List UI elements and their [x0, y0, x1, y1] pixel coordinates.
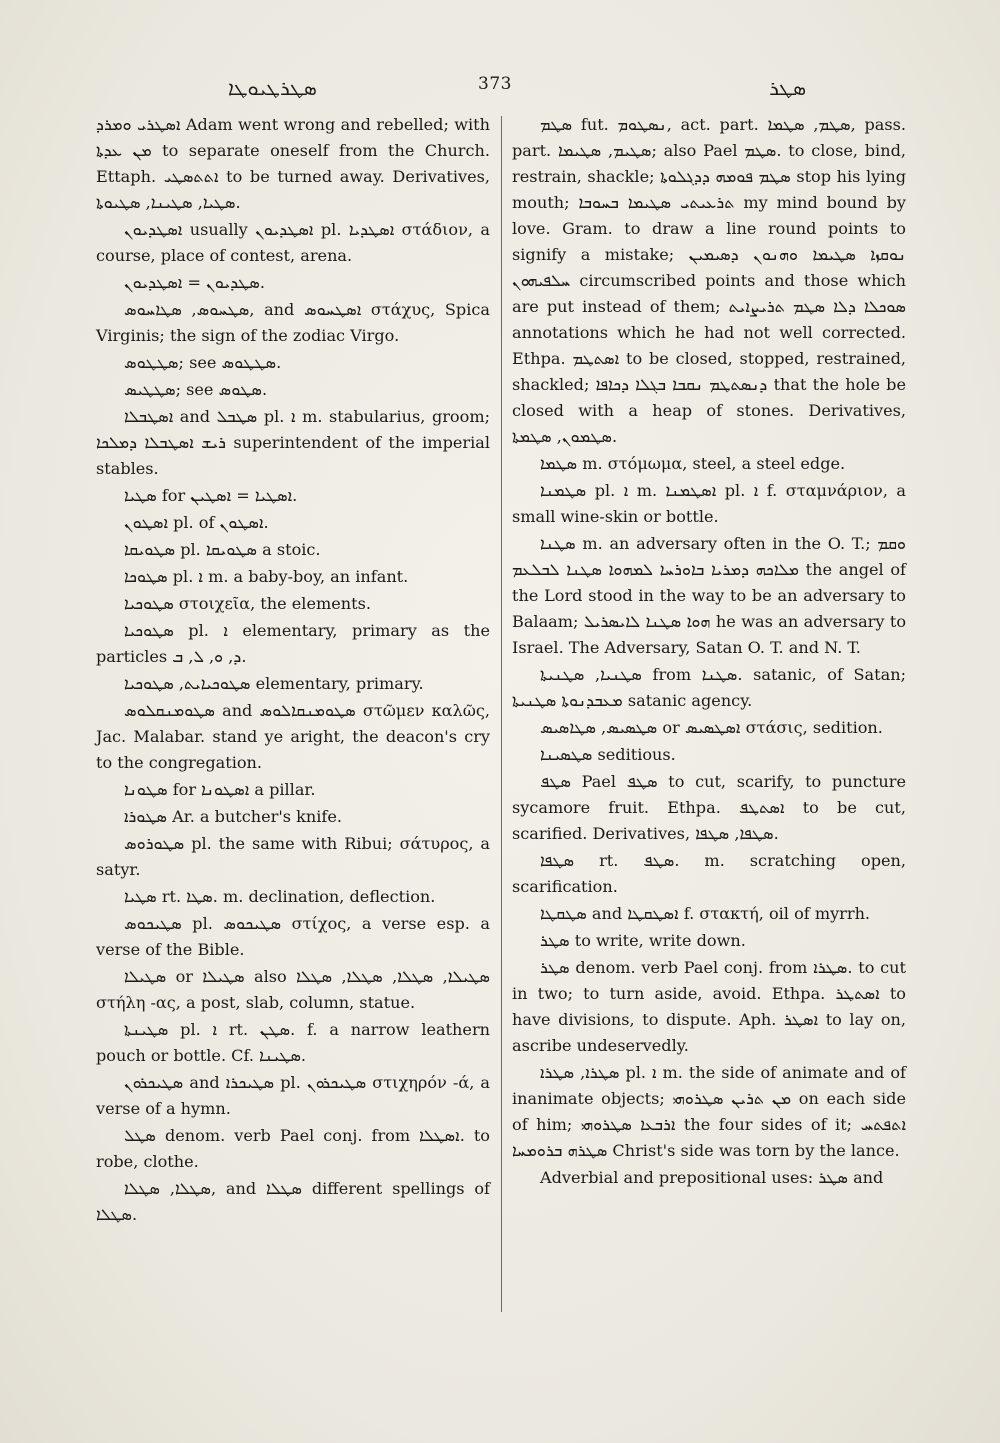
entry: ܣܛܘܟܐ pl. ܐ m. a baby-boy, an infant.	[124, 567, 409, 586]
entry: ܣܛܢܝܐ, ܣܛܢܝܬܐ from ܣܛܢܐ. satanic, of Satan; ܡܥܒܕܢܘܬܐ ܣܛܢܝܬܐ satanic agency.	[512, 665, 906, 710]
entry: ܣܛܘܡܢܩܠܘܣ and ܣܛܘܡܢܩܐܠܘܣ στῶμεν καλῶς, Jac. Malabar. stand ye aright, the deacon's cry to the congregation.	[96, 701, 490, 772]
entry: ܣܛܡܢܐ pl. ܐ m. ܐܣܛܡܢܐ pl. ܐ f. σταμνάριον, a small wine-skin or bottle.	[512, 481, 907, 526]
entry: ܣܛܦܐ rt. ܣܛܦ. m. scratching open, scarification.	[512, 851, 907, 896]
entry: ܣܛܝܐ rt. ܣܛܐ. m. declination, deflection.	[124, 887, 436, 906]
entry: ܣܛܦ Pael ܣܛܦ to cut, scarify, to puncture sycamore fruit. Ethpa. ܐܣܬܛܦ to be cut, scarified. Derivatives, ܣܛܦܐ, ܣܛܦܐ.	[512, 772, 907, 843]
entry: ܣܛܘܟܝܐܝܬ, ܣܛܘܟܝܐ elementary, primary.	[124, 674, 424, 693]
page-number: 373	[478, 74, 512, 94]
entry: ܣܛܘܝܩܐ pl. ܣܛܘܝܩܐ a stoic.	[124, 540, 321, 559]
right-headword: ܣܛܪ	[769, 76, 806, 100]
entry: ܣܛܝܟܘܣ pl. ܣܛܝܟܘܣ στίχος, a verse esp. a verse of the Bible.	[96, 914, 490, 959]
entry: ܣܛܣܝܣ, ܣܛܐܣܝܣ or ܐܣܛܣܝܣ στάσις, sedition.	[540, 718, 883, 737]
entry: ܣܛܢܐ m. an adversary often in the O. T.; ܘܩܡ ܡܠܐܟܗ ܕܡܪܝܐ ܒܐܘܪܚܐ ܠܡܗܘܐ ܣܛܢܐ ܠܒܠܥܡ the angel of the Lord stood in the way to be an adversary to Balaam; ܗܘܐ ܣܛܢܐ ܠܐܝܣܪܝܠ he was an adversary to Israel. The Adversary, Satan O. T. and N. T.	[512, 534, 907, 657]
entry: ܣܛܡܐ m. στόμωμα, steel, a steel edge.	[540, 454, 846, 473]
entry: ܣܛܝܐ for ܐܣܛܝܐ = ܐܣܛܝܢ.	[124, 486, 298, 505]
entry: ܣܛܘܪܘܣ pl. the same with Ribui; σάτυρος, a satyr.	[96, 834, 490, 879]
entry: ܐܣܛܘܢ pl. of ܐܣܛܘܢ.	[124, 513, 269, 532]
entry: ܣܛܝܟܪܘܢ and ܣܛܝܟܪܐ pl. ܣܛܝܟܪܘܢ στιχηρόν -ά, a verse of a hymn.	[96, 1073, 490, 1118]
entry: ܣܛܛܘܣ; see ܣܛܛܘܣ.	[124, 353, 282, 372]
left-headword: ܣܛܪܛܝܘܛܐ	[228, 76, 317, 100]
left-column	[96, 112, 490, 1229]
entry: ܣܛܚܘܣ, ܣܛܐܚܘܣ, and ܐܣܛܚܘܣ στάχυς, Spica Virginis; the sign of the zodiac Virgo.	[96, 300, 490, 345]
entry: ܣܛܘܟܝܐ στοιχεῖα, the elements.	[124, 594, 371, 613]
entry: ܣܛܠܐ, ܣܛܠܐ, and ܣܛܠܐ different spellings of ܣܛܠܐ.	[96, 1179, 490, 1224]
entry: ܣܛܠ denom. verb Pael conj. from ܐܣܛܠܐ. to robe, clothe.	[96, 1126, 490, 1171]
entry: ܣܛܣܝܢܐ seditious.	[540, 745, 676, 764]
entry: ܣܛܝܢܬܐ pl. ܐ rt. ܣܛܢ. f. a narrow leathern pouch or bottle. Cf. ܣܛܝܢܐ.	[96, 1020, 491, 1065]
entry: ܣܛܘܪܐ Ar. a butcher's knife.	[124, 807, 343, 826]
entry: Adverbial and prepositional uses: ܣܛܪ and	[540, 1168, 884, 1187]
entry: ܣܛܘܟܝܐ pl. ܐ elementary, primary as the particles ܕ, ܘ, ܠ, ܒ.	[96, 621, 490, 666]
entry: ܣܛܕܝܘܢ = ܐܣܛܕܝܘܢ.	[124, 273, 265, 292]
entry: ܣܛܪܐ, ܣܛܪܐ pl. ܐ m. the side of animate and of inanimate objects; ܡܢ ܬܪܝܢ ܣܛܪܘܗܝ on each side of him; ܐܪܒܥܐ ܣܛܪܘܗܝ the four sides of it; ܐܬܦܬܚ ܣܛܪܗ ܒܪܘܡܚܐ Christ's side was torn by the lance.	[512, 1063, 906, 1160]
entry: ܣܛܩܛܐ and ܐܣܛܩܛܐ f. στακτή, oil of myrrh.	[540, 904, 871, 923]
entry: ܐܣܛܕܝܘܢ usually ܐܣܛܕܝܘܢ pl. ܐܣܛܕܝܐ στάδιον, a course, place of contest, arena.	[96, 220, 491, 265]
entry: ܣܛܡ fut. ܢܣܛܘܡ, act. part. ܣܛܡ, ܣܛܡܐ, pass. part. ܣܛܝܡ, ܣܛܝܡܐ; also Pael ܣܛܡ. to close, bind, restrain, shackle; ܣܛܡ ܦܘܡܗ ܕܕܓܠܘܬܐ stop his lying mouth; ܬܪܥܝܬܝ ܣܛܝܡܐ ܒܚܘܒܐ my mind bound by love. Gram. to draw a line round points to signify a mistake; ܢܘܩܙܐ ܣܛܝܡܐ ܘܗܢܘܢ ܕܣܝܡܝܢ ܚܠܦܝܗܘܢ circumscribed points and those which are put instead of them; ܣܘܟܠܐ ܕܠܐ ܣܛܡ ܬܪܝܨܐܝܬ annotations which he had not well corrected. Ethpa. ܐܣܬܛܡ to be closed, stopped, restrained, shackled; ܕܢܣܬܛܡ ܢܩܒܐ ܒܓܠܐ ܕܟܐܦܐ that the hole be closed with a heap of stones. Derivatives, ܣܛܡܘܢ, ܣܛܡܬܐ.	[512, 115, 907, 446]
entry: ܣܛܝܠܐ or ܣܛܝܠܐ also ܣܛܝܠܐ, ܣܛܠܐ, ܣܛܠܐ, ܣܛܠܐ στήλη -ας, a post, slab, column, statue.	[96, 967, 490, 1012]
running-head	[96, 70, 906, 102]
right-column	[512, 112, 906, 1192]
entry: ܣܛܛܝܣ; see ܣܛܘܣ.	[124, 380, 268, 399]
entry: ܣܛܘܢܐ for ܐܣܛܘܢܐ a pillar.	[124, 780, 316, 799]
entry: ܐܣܛܒܠܐ and ܣܛܒܠ pl. ܐ m. stabularius, groom; ܪܝܫ ܐܣܛܒܠܐ ܕܡܠܟܐ superintendent of the imperial stables.	[96, 407, 490, 478]
entry: ܣܛܪ to write, write down.	[540, 931, 746, 950]
entry: ܣܛܪ denom. verb Pael conj. from ܣܛܪܐ. to cut in two; to turn aside, avoid. Ethpa. ܐܣܬܛܪ to have divisions, to dispute. Aph. ܐܣܛܪ to lay on, ascribe undeservedly.	[512, 958, 906, 1055]
column-divider	[501, 116, 502, 1312]
entry: ܐܣܛܪܝ ܘܡܪܕ Adam went wrong and rebelled; with ܡܢ ܥܕܬܐ to separate oneself from the Church. Ettaph. ܐܬܬܣܛܝ to be turned away. Derivatives, ܣܛܝܐ, ܣܛܝܢܐ, ܣܛܝܘܬܐ.	[96, 115, 490, 212]
